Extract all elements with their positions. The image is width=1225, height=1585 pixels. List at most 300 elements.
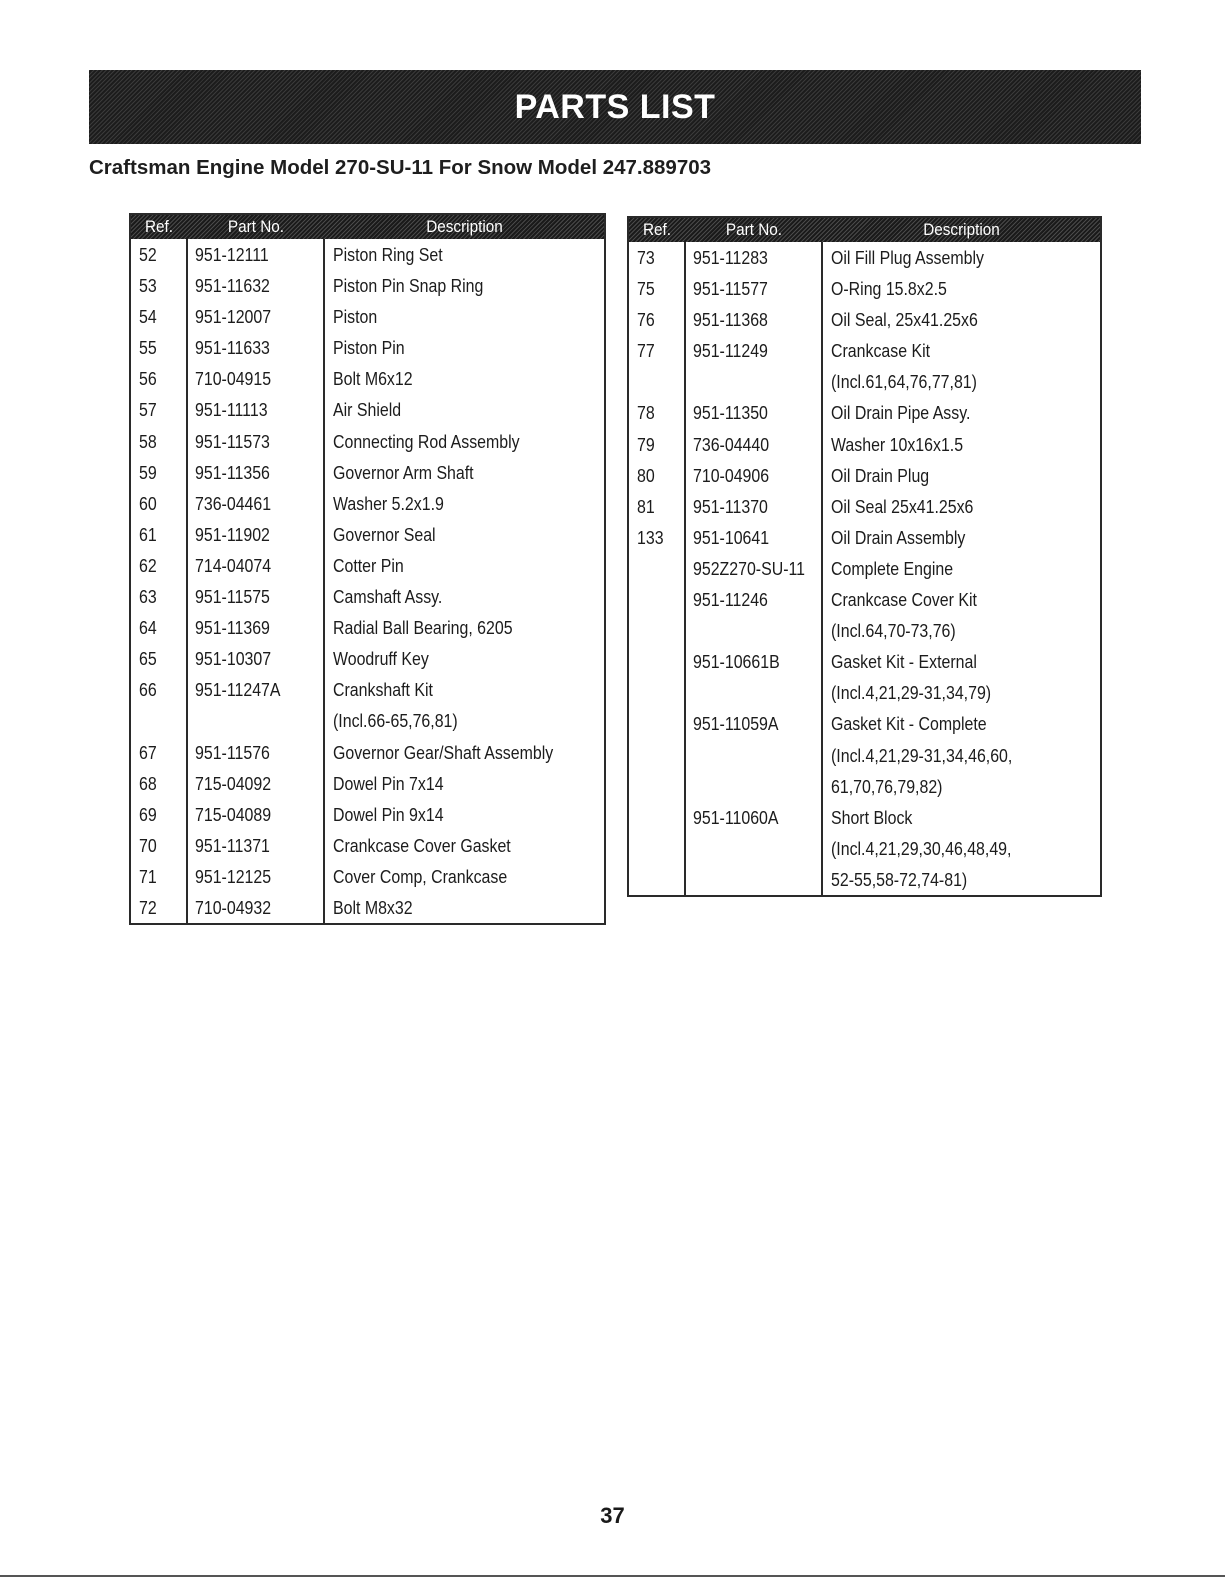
ref-cell: [629, 584, 685, 615]
part-number-cell-text: 951-11632: [195, 275, 270, 297]
ref-cell: [131, 830, 187, 861]
description-cell-text: Crankcase Kit: [831, 340, 931, 362]
ref-cell: [629, 740, 685, 771]
table-row: [131, 519, 604, 550]
ref-cell-text: 66: [139, 679, 157, 701]
description-cell: [325, 457, 604, 488]
ref-cell-text: 78: [637, 402, 655, 424]
description-cell-text: Piston Ring Set: [333, 244, 443, 265]
description-cell: [325, 674, 604, 705]
description-cell-text: 61,70,76,79,82): [831, 775, 943, 797]
part-number-cell-text: 951-11575: [195, 586, 270, 608]
ref-cell: [629, 304, 685, 335]
description-cell-text: Governor Gear/Shaft Assembly: [333, 741, 554, 763]
part-number-cell: [685, 335, 823, 366]
ref-cell-text: 57: [139, 399, 157, 421]
ref-cell: [131, 363, 187, 394]
part-number-cell-text: 951-12007: [195, 306, 272, 328]
table-row: [131, 892, 604, 923]
table-row: [629, 833, 1100, 864]
table-row: [629, 335, 1100, 366]
parts-table-right: [627, 216, 1102, 897]
description-cell: [325, 270, 604, 301]
ref-cell: [629, 833, 685, 864]
part-number-cell: [685, 491, 823, 522]
part-number-cell: [685, 429, 823, 460]
part-number-cell: [187, 550, 325, 581]
ref-cell: [131, 332, 187, 363]
part-number-cell: [187, 581, 325, 612]
table-row: [131, 674, 604, 705]
description-cell-text: Woodruff Key: [333, 648, 429, 670]
ref-cell-text: 81: [637, 495, 655, 517]
ref-cell-text: 70: [139, 834, 157, 856]
ref-cell-text: 79: [637, 433, 655, 455]
description-cell: [325, 768, 604, 799]
part-number-cell: [685, 397, 823, 428]
table-row: [131, 612, 604, 643]
table-body: [131, 239, 604, 923]
ref-cell: [629, 491, 685, 522]
part-number-cell-text: 710-04906: [693, 464, 770, 486]
table-row: [131, 737, 604, 768]
part-number-cell-text: 710-04915: [195, 368, 272, 390]
part-number-cell-text: 736-04461: [195, 492, 272, 514]
table-row: [131, 581, 604, 612]
description-cell: [823, 584, 1100, 615]
description-cell: [823, 553, 1100, 584]
part-number-cell-text: 736-04440: [693, 433, 770, 455]
part-number-cell: [187, 239, 325, 270]
ref-cell-text: 52: [139, 244, 157, 265]
table-row: [131, 270, 604, 301]
part-number-cell: [187, 861, 325, 892]
description-cell: [325, 550, 604, 581]
ref-cell: [131, 612, 187, 643]
ref-cell: [131, 457, 187, 488]
description-cell: [325, 394, 604, 425]
part-number-cell: [187, 705, 325, 736]
part-number-cell-text: 951-10307: [195, 648, 272, 670]
part-number-cell: [685, 304, 823, 335]
description-cell-text: Crankcase Cover Kit: [831, 589, 977, 611]
table-row: [131, 643, 604, 674]
part-number-cell: [685, 553, 823, 584]
part-number-cell-text: 951-12125: [195, 865, 272, 887]
description-cell-text: Crankcase Cover Gasket: [333, 834, 511, 856]
table-row: [131, 394, 604, 425]
part-number-cell: [685, 615, 823, 646]
table-row: [629, 273, 1100, 304]
part-number-cell: [685, 273, 823, 304]
table-row: [131, 301, 604, 332]
description-cell-text: Oil Fill Plug Assembly: [831, 247, 984, 268]
table-body: [629, 242, 1100, 895]
description-cell-text: Oil Seal, 25x41.25x6: [831, 309, 978, 331]
part-number-cell-text: 951-11350: [693, 402, 768, 424]
description-cell: [325, 830, 604, 861]
table-row: [629, 615, 1100, 646]
part-number-cell: [187, 674, 325, 705]
ref-cell: [629, 771, 685, 802]
part-number-cell: [685, 771, 823, 802]
part-number-cell-text: 951-11577: [693, 278, 768, 300]
ref-cell-text: 73: [637, 247, 655, 268]
part-number-cell: [685, 584, 823, 615]
description-cell-text: Governor Seal: [333, 523, 436, 545]
part-number-cell: [187, 799, 325, 830]
table-row: [629, 740, 1100, 771]
description-cell-text: Oil Drain Plug: [831, 464, 930, 486]
table-row: [629, 304, 1100, 335]
ref-cell: [629, 677, 685, 708]
description-cell-text: Dowel Pin 9x14: [333, 803, 444, 825]
description-cell: [823, 864, 1100, 895]
ref-cell-text: 63: [139, 586, 157, 608]
description-cell-text: Washer 5.2x1.9: [333, 492, 444, 514]
ref-cell-text: 60: [139, 492, 157, 514]
part-number-cell-text: 951-11902: [195, 523, 270, 545]
table-row: [131, 363, 604, 394]
table-row: [131, 488, 604, 519]
ref-cell: [629, 708, 685, 739]
description-cell: [823, 677, 1100, 708]
part-number-cell: [685, 242, 823, 273]
header-description: Description: [923, 220, 1000, 239]
table-row: [629, 397, 1100, 428]
ref-cell-text: 71: [139, 865, 157, 887]
description-cell: [823, 833, 1100, 864]
description-cell-text: Piston Pin Snap Ring: [333, 275, 484, 297]
header-description: Description: [426, 217, 503, 236]
part-number-cell-text: 951-11370: [693, 495, 768, 517]
description-cell-text: Cotter Pin: [333, 554, 404, 576]
description-cell: [325, 519, 604, 550]
part-number-cell: [187, 426, 325, 457]
part-number-cell: [187, 830, 325, 861]
table-row: [131, 332, 604, 363]
part-number-cell-text: 951-11369: [195, 617, 270, 639]
description-cell-text: Camshaft Assy.: [333, 586, 443, 608]
part-number-cell: [685, 677, 823, 708]
part-number-cell-text: 951-10661B: [693, 651, 780, 673]
ref-cell-text: 76: [637, 309, 655, 331]
part-number-cell: [187, 488, 325, 519]
description-cell: [823, 273, 1100, 304]
ref-cell-text: 59: [139, 461, 157, 483]
description-cell: [823, 615, 1100, 646]
description-cell-text: Crankshaft Kit: [333, 679, 433, 701]
description-cell-text: Oil Seal 25x41.25x6: [831, 495, 974, 517]
part-number-cell-text: 951-11283: [693, 247, 768, 268]
description-cell: [823, 708, 1100, 739]
description-cell: [823, 397, 1100, 428]
table-row: [629, 708, 1100, 739]
part-number-cell: [187, 363, 325, 394]
part-number-cell: [187, 394, 325, 425]
column-divider: [186, 239, 188, 923]
part-number-cell: [187, 332, 325, 363]
part-number-cell-text: 951-11368: [693, 309, 768, 331]
part-number-cell-text: 951-11059A: [693, 713, 779, 735]
description-cell: [823, 304, 1100, 335]
part-number-cell-text: 951-11356: [195, 461, 270, 483]
description-cell: [823, 429, 1100, 460]
description-cell: [823, 335, 1100, 366]
description-cell: [325, 643, 604, 674]
description-cell-text: (Incl.64,70-73,76): [831, 620, 956, 642]
ref-cell-text: 75: [637, 278, 655, 300]
part-number-cell-text: 710-04932: [195, 896, 272, 918]
ref-cell: [629, 553, 685, 584]
column-divider: [821, 242, 823, 895]
description-cell: [325, 892, 604, 923]
ref-cell: [131, 643, 187, 674]
ref-cell: [629, 460, 685, 491]
part-number-cell-text: 951-11573: [195, 430, 270, 452]
ref-cell-text: 80: [637, 464, 655, 486]
description-cell-text: Bolt M8x32: [333, 896, 413, 918]
description-cell: [325, 705, 604, 736]
ref-cell: [131, 270, 187, 301]
ref-cell: [629, 397, 685, 428]
parts-list-banner: [89, 70, 1141, 144]
ref-cell-text: 64: [139, 617, 157, 639]
ref-cell: [629, 864, 685, 895]
table-row: [629, 522, 1100, 553]
ref-cell-text: 133: [637, 526, 664, 548]
table-row: [629, 553, 1100, 584]
ref-cell-text: 58: [139, 430, 157, 452]
table-row: [131, 768, 604, 799]
table-row: [131, 799, 604, 830]
table-row: [629, 864, 1100, 895]
part-number-cell-text: 951-11247A: [195, 679, 281, 701]
part-number-cell-text: 951-11246: [693, 589, 768, 611]
table-row: [629, 646, 1100, 677]
ref-cell: [131, 799, 187, 830]
ref-cell: [131, 301, 187, 332]
description-cell-text: Radial Ball Bearing, 6205: [333, 617, 513, 639]
part-number-cell-text: 715-04089: [195, 803, 272, 825]
ref-cell-text: 65: [139, 648, 157, 670]
ref-cell: [131, 674, 187, 705]
description-cell-text: Washer 10x16x1.5: [831, 433, 964, 455]
table-row: [629, 242, 1100, 273]
description-cell: [823, 646, 1100, 677]
description-cell-text: (Incl.61,64,76,77,81): [831, 371, 977, 393]
table-header: [131, 215, 604, 239]
table-row: [629, 429, 1100, 460]
description-cell-text: Complete Engine: [831, 557, 954, 579]
description-cell-text: Piston Pin: [333, 337, 405, 359]
description-cell-text: Bolt M6x12: [333, 368, 413, 390]
description-cell: [325, 332, 604, 363]
table-row: [629, 491, 1100, 522]
header-part-no: Part No.: [227, 217, 285, 236]
ref-cell-text: 53: [139, 275, 157, 297]
description-cell: [325, 799, 604, 830]
part-number-cell-text: 951-11371: [195, 834, 270, 856]
description-cell-text: (Incl.66-65,76,81): [333, 710, 458, 732]
header-ref: Ref.: [144, 217, 174, 236]
banner-title: PARTS LIST: [514, 87, 716, 126]
part-number-cell: [187, 737, 325, 768]
ref-cell-text: 61: [139, 523, 157, 545]
description-cell-text: Piston: [333, 306, 378, 328]
description-cell: [325, 301, 604, 332]
part-number-cell: [187, 457, 325, 488]
table-row: [629, 771, 1100, 802]
part-number-cell-text: 951-11249: [693, 340, 768, 362]
part-number-cell: [187, 612, 325, 643]
description-cell-text: Gasket Kit - External: [831, 651, 977, 673]
description-cell: [823, 740, 1100, 771]
ref-cell: [629, 242, 685, 273]
part-number-cell-text: 951-11113: [195, 399, 268, 421]
ref-cell: [629, 802, 685, 833]
description-cell: [325, 426, 604, 457]
description-cell: [325, 363, 604, 394]
ref-cell-text: 72: [139, 896, 157, 918]
part-number-cell: [685, 460, 823, 491]
ref-cell: [131, 239, 187, 270]
table-row: [131, 239, 604, 270]
description-cell-text: O-Ring 15.8x2.5: [831, 278, 947, 300]
engine-model-subtitle: Craftsman Engine Model 270-SU-11 For Snow Model 247.889703: [89, 156, 712, 179]
column-divider: [684, 242, 686, 895]
ref-cell: [131, 705, 187, 736]
ref-cell: [131, 892, 187, 923]
part-number-cell: [685, 740, 823, 771]
table-row: [131, 861, 604, 892]
parts-table-left: [129, 213, 606, 925]
description-cell: [325, 861, 604, 892]
part-number-cell: [685, 864, 823, 895]
ref-cell: [131, 426, 187, 457]
ref-cell-text: 62: [139, 554, 157, 576]
part-number-cell-text: 951-10641: [693, 526, 770, 548]
part-number-cell-text: 952Z270-SU-11: [693, 557, 806, 579]
part-number-cell-text: 951-11576: [195, 741, 270, 763]
ref-cell: [629, 429, 685, 460]
ref-cell: [629, 615, 685, 646]
description-cell-text: Oil Drain Pipe Assy.: [831, 402, 971, 424]
part-number-cell: [685, 522, 823, 553]
part-number-cell: [685, 708, 823, 739]
description-cell: [823, 460, 1100, 491]
part-number-cell: [187, 301, 325, 332]
table-header: [629, 218, 1100, 242]
part-number-cell-text: 715-04092: [195, 772, 272, 794]
description-cell: [823, 242, 1100, 273]
ref-cell-text: 55: [139, 337, 157, 359]
description-cell: [823, 366, 1100, 397]
description-cell-text: Dowel Pin 7x14: [333, 772, 444, 794]
part-number-cell: [685, 646, 823, 677]
ref-cell-text: 69: [139, 803, 157, 825]
part-number-cell: [187, 519, 325, 550]
description-cell: [325, 737, 604, 768]
description-cell: [325, 581, 604, 612]
table-row: [131, 426, 604, 457]
ref-cell: [629, 366, 685, 397]
description-cell-text: Cover Comp, Crankcase: [333, 865, 508, 887]
header-ref: Ref.: [642, 220, 672, 239]
table-row: [131, 830, 604, 861]
description-cell-text: Air Shield: [333, 399, 402, 421]
table-row: [629, 802, 1100, 833]
description-cell: [325, 488, 604, 519]
part-number-cell: [685, 802, 823, 833]
description-cell: [823, 802, 1100, 833]
ref-cell: [629, 273, 685, 304]
description-cell-text: (Incl.4,21,29,30,46,48,49,: [831, 837, 1012, 859]
description-cell-text: 52-55,58-72,74-81): [831, 868, 968, 890]
description-cell-text: Gasket Kit - Complete: [831, 713, 987, 735]
table-row: [629, 460, 1100, 491]
ref-cell-text: 56: [139, 368, 157, 390]
part-number-cell: [685, 366, 823, 397]
description-cell-text: (Incl.4,21,29-31,34,46,60,: [831, 744, 1013, 766]
part-number-cell-text: 714-04074: [195, 554, 272, 576]
ref-cell: [629, 522, 685, 553]
ref-cell-text: 54: [139, 306, 157, 328]
ref-cell-text: 68: [139, 772, 157, 794]
table-row: [629, 677, 1100, 708]
ref-cell: [131, 768, 187, 799]
header-part-no: Part No.: [725, 220, 783, 239]
column-divider: [323, 239, 325, 923]
ref-cell: [131, 550, 187, 581]
table-row: [629, 584, 1100, 615]
part-number-cell: [187, 768, 325, 799]
ref-cell: [629, 335, 685, 366]
part-number-cell: [187, 892, 325, 923]
part-number-cell-text: 951-11060A: [693, 806, 779, 828]
ref-cell-text: 77: [637, 340, 655, 362]
ref-cell: [131, 861, 187, 892]
part-number-cell-text: 951-11633: [195, 337, 270, 359]
part-number-cell: [685, 833, 823, 864]
table-row: [629, 366, 1100, 397]
ref-cell: [131, 519, 187, 550]
part-number-cell: [187, 643, 325, 674]
ref-cell: [131, 488, 187, 519]
part-number-cell-text: 951-12111: [195, 244, 269, 265]
description-cell-text: Short Block: [831, 806, 913, 828]
ref-cell: [131, 737, 187, 768]
description-cell-text: Connecting Rod Assembly: [333, 430, 520, 452]
description-cell-text: Governor Arm Shaft: [333, 461, 474, 483]
ref-cell: [629, 646, 685, 677]
ref-cell: [131, 394, 187, 425]
part-number-cell: [187, 270, 325, 301]
description-cell: [325, 239, 604, 270]
table-row: [131, 550, 604, 581]
table-row: [131, 457, 604, 488]
bottom-rule: [0, 1575, 1225, 1577]
description-cell-text: Oil Drain Assembly: [831, 526, 966, 548]
description-cell: [823, 491, 1100, 522]
ref-cell-text: 67: [139, 741, 157, 763]
description-cell: [823, 522, 1100, 553]
description-cell: [325, 612, 604, 643]
description-cell: [823, 771, 1100, 802]
page-number: 37: [600, 1503, 625, 1528]
ref-cell: [131, 581, 187, 612]
table-row: [131, 705, 604, 736]
